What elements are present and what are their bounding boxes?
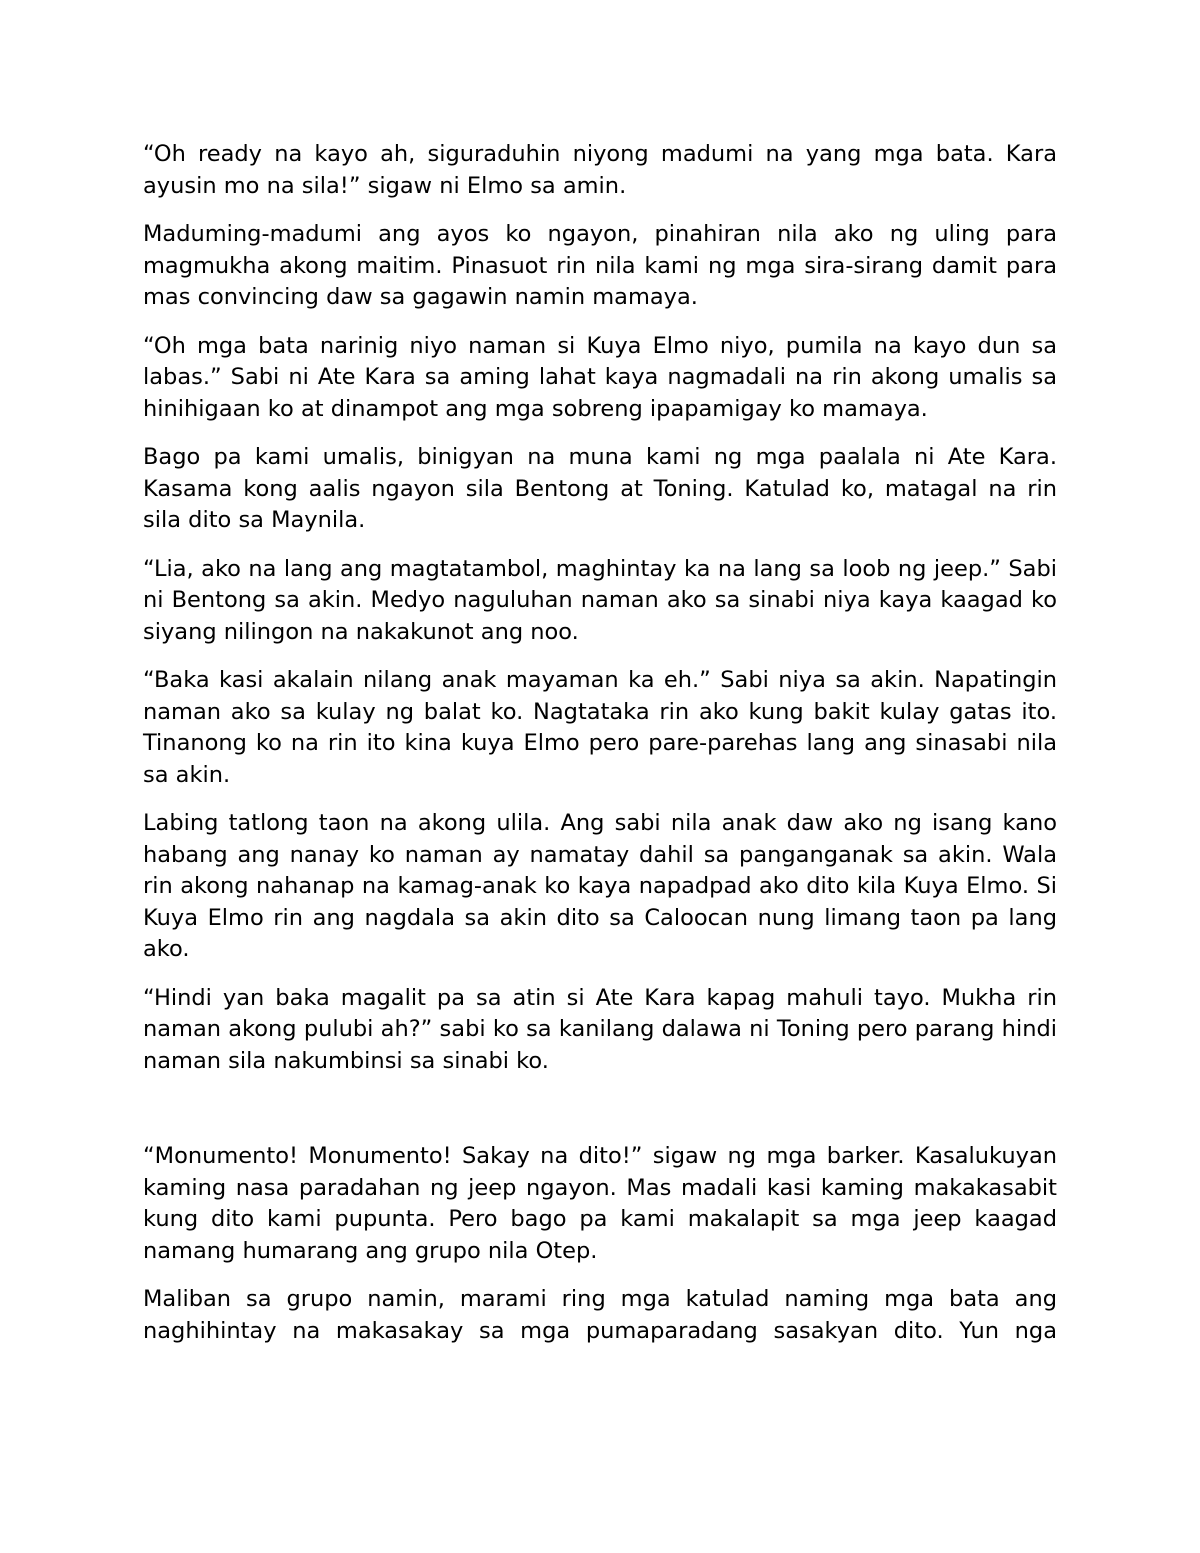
paragraph: “Oh ready na kayo ah, siguraduhin niyong madumi na yang mga bata. Kara ayusin mo na sila!” sigaw ni Elmo sa amin.	[143, 141, 1057, 199]
paragraph: “Lia, ako na lang ang magtatambol, maghintay ka na lang sa loob ng jeep.” Sabi ni Bentong sa akin. Medyo naguluhan naman ako sa sinabi niya kaya kaagad ko siyang nilingon na nakakunot ang noo.	[143, 555, 1057, 645]
paragraph: “Monumento! Monumento! Sakay na dito!” sigaw ng mga barker. Kasalukuyan kaming nasa paradahan ng jeep ngayon. Mas madali kasi kaming makakasabit kung dito kami pupunta. Pero bago pa kami makalapit sa mga jeep kaagad namang humarang ang grupo nila Otep.	[143, 1143, 1057, 1264]
document-page	[143, 139, 1057, 1364]
paragraph: “Oh mga bata narinig niyo naman si Kuya Elmo niyo, pumila na kayo dun sa labas.” Sabi ni Ate Kara sa aming lahat kaya nagmadali na rin akong umalis sa hinihigaan ko at dinampot ang mga sobreng ipapamigay ko mamaya.	[143, 332, 1057, 422]
paragraph: “Hindi yan baka magalit pa sa atin si Ate Kara kapag mahuli tayo. Mukha rin naman akong pulubi ah?” sabi ko sa kanilang dalawa ni Toning pero parang hindi naman sila nakumbinsi sa sinabi ko.	[143, 984, 1057, 1074]
paragraph: Labing tatlong taon na akong ulila. Ang sabi nila anak daw ako ng isang kano habang ang nanay ko naman ay namatay dahil sa panganganak sa akin. Wala rin akong nahanap na kamag-anak ko kaya napadpad ako dito kila Kuya Elmo. Si Kuya Elmo rin ang nagdala sa akin dito sa Caloocan nung limang taon pa lang ako.	[143, 810, 1057, 962]
scene-break-spacer	[143, 1094, 1057, 1141]
paragraph: “Baka kasi akalain nilang anak mayaman ka eh.” Sabi niya sa akin. Napatingin naman ako sa kulay ng balat ko. Nagtataka rin ako kung bakit kulay gatas ito. Tinanong ko na rin ito kina kuya Elmo pero pare-parehas lang ang sinasabi nila sa akin.	[143, 667, 1057, 788]
paragraph: Bago pa kami umalis, binigyan na muna kami ng mga paalala ni Ate Kara. Kasama kong aalis ngayon sila Bentong at Toning. Katulad ko, matagal na rin sila dito sa Maynila.	[143, 444, 1057, 533]
paragraph-continued: Maliban sa grupo namin, marami ring mga katulad naming mga bata ang naghihintay na makasakay sa mga pumaparadang sasakyan dito. Yun nga	[143, 1286, 1057, 1344]
paragraph: Maduming-madumi ang ayos ko ngayon, pinahiran nila ako ng uling para magmukha akong maitim. Pinasuot rin nila kami ng mga sira-sirang damit para mas convincing daw sa gagawin namin mamaya.	[143, 221, 1057, 310]
